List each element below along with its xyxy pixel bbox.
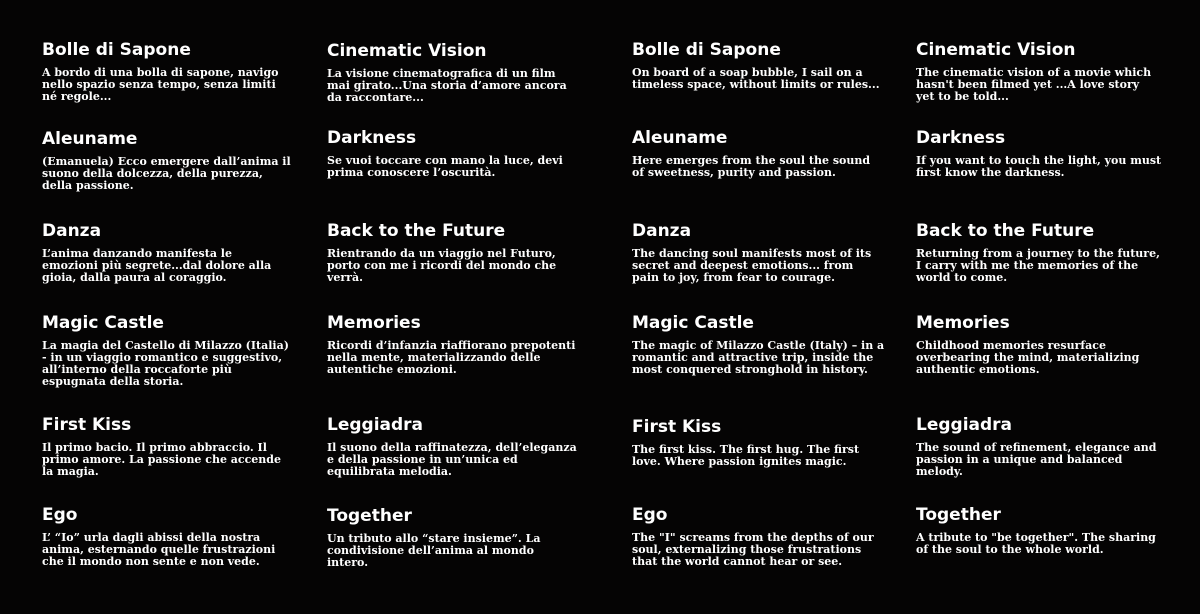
- track-description: The first kiss. The first hug. The first love. Where passion ignites magic.: [632, 443, 860, 468]
- track-title: Magic Castle: [42, 313, 164, 333]
- track-entry: [632, 417, 892, 468]
- track-description: The dancing soul manifests most of its secret and deepest emotions... from pain to joy, from fear to courage.: [632, 247, 872, 284]
- track-entry: [632, 313, 892, 376]
- track-title: Darkness: [916, 128, 1006, 148]
- track-title: Together: [916, 505, 1001, 525]
- track-title: Back to the Future: [916, 221, 1095, 241]
- track-entry: [632, 40, 892, 91]
- track-title: Cinematic Vision: [327, 41, 487, 61]
- track-entry: [916, 221, 1176, 284]
- track-description: Il suono della raffinatezza, dell’eleganza e della passione in un’unica ed equilibrata melodia.: [327, 441, 577, 478]
- track-description: La magia del Castello di Milazzo (Italia) - in un viaggio romantico e suggestivo, all’interno della roccaforte più espugnata della storia.: [42, 339, 289, 388]
- track-entry: [916, 40, 1176, 103]
- track-description: L’anima danzando manifesta le emozioni più segrete...dal dolore alla gioia, dalla paura al coraggio.: [42, 247, 272, 284]
- track-description: The cinematic vision of a movie which hasn't been filmed yet ...A love story yet to be told...: [916, 66, 1152, 103]
- track-entry: [42, 415, 302, 478]
- track-title: Aleuname: [42, 129, 138, 149]
- track-description: On board of a soap bubble, I sail on a timeless space, without limits or rules...: [632, 66, 880, 91]
- track-description: Un tributo allo “stare insieme”. La condivisione dell’anima al mondo intero.: [327, 532, 541, 569]
- track-entry: [42, 313, 302, 388]
- track-title: First Kiss: [632, 417, 722, 437]
- track-title: Ego: [42, 505, 78, 525]
- track-title: Ego: [632, 505, 668, 525]
- track-description: The sound of refinement, elegance and passion in a unique and balanced melody.: [916, 441, 1157, 478]
- track-title: Darkness: [327, 128, 417, 148]
- track-entry: [327, 313, 587, 376]
- track-entry: [916, 313, 1176, 376]
- track-description: L’ “Io” urla dagli abissi della nostra anima, esternando quelle frustrazioni che il mondo non sente e non vede.: [42, 531, 276, 568]
- track-description: The magic of Milazzo Castle (Italy) – in a romantic and attractive trip, inside the most conquered stronghold in history.: [632, 339, 885, 376]
- track-entry: [327, 41, 587, 104]
- track-entry: [327, 415, 587, 478]
- track-entry: [42, 221, 302, 284]
- track-description: Se vuoi toccare con mano la luce, devi prima conoscere l’oscurità.: [327, 154, 563, 179]
- track-description: (Emanuela) Ecco emergere dall’anima il suono della dolcezza, della purezza, della passione.: [42, 155, 291, 192]
- track-title: Magic Castle: [632, 313, 754, 333]
- track-description: A bordo di una bolla di sapone, navigo nello spazio senza tempo, senza limiti né regole...: [42, 66, 279, 103]
- track-title: Bolle di Sapone: [632, 40, 781, 60]
- track-entry: [327, 506, 587, 569]
- track-entry: [632, 128, 892, 179]
- track-description: Childhood memories resurface overbearing the mind, materializing authentic emotions.: [916, 339, 1140, 376]
- track-title: First Kiss: [42, 415, 132, 435]
- track-title: Memories: [916, 313, 1010, 333]
- track-title: Back to the Future: [327, 221, 506, 241]
- track-entry: [916, 505, 1176, 556]
- track-entry: [632, 505, 892, 568]
- track-title: Danza: [632, 221, 692, 241]
- track-title: Aleuname: [632, 128, 728, 148]
- track-description: La visione cinematografica di un film mai girato...Una storia d’amore ancora da raccontare...: [327, 67, 567, 104]
- track-title: Memories: [327, 313, 421, 333]
- track-entry: [916, 128, 1176, 179]
- track-title: Bolle di Sapone: [42, 40, 191, 60]
- track-description: Ricordi d’infanzia riaffiorano prepotenti nella mente, materializzando delle autentiche emozioni.: [327, 339, 576, 376]
- track-entry: [916, 415, 1176, 478]
- track-title: Leggiadra: [916, 415, 1013, 435]
- track-description: Rientrando da un viaggio nel Futuro, porto con me i ricordi del mondo che verrà.: [327, 247, 557, 284]
- track-description: The "I" screams from the depths of our soul, externalizing those frustrations that the world cannot hear or see.: [632, 531, 874, 568]
- track-entry: [42, 40, 302, 103]
- track-description: Il primo bacio. Il primo abbraccio. Il primo amore. La passione che accende la magia.: [42, 441, 281, 478]
- track-description: If you want to touch the light, you must first know the darkness.: [916, 154, 1162, 179]
- track-description: A tribute to "be together". The sharing of the soul to the whole world.: [916, 531, 1156, 556]
- track-entry: [327, 221, 587, 284]
- track-title: Leggiadra: [327, 415, 424, 435]
- track-entry: [327, 128, 587, 179]
- track-description: Here emerges from the soul the sound of sweetness, purity and passion.: [632, 154, 871, 179]
- track-title: Danza: [42, 221, 102, 241]
- track-title: Cinematic Vision: [916, 40, 1076, 60]
- track-entry: [42, 505, 302, 568]
- track-description: Returning from a journey to the future, I carry with me the memories of the world to come.: [916, 247, 1160, 284]
- track-entry: [42, 129, 302, 192]
- track-entry: [632, 221, 892, 284]
- track-title: Together: [327, 506, 412, 526]
